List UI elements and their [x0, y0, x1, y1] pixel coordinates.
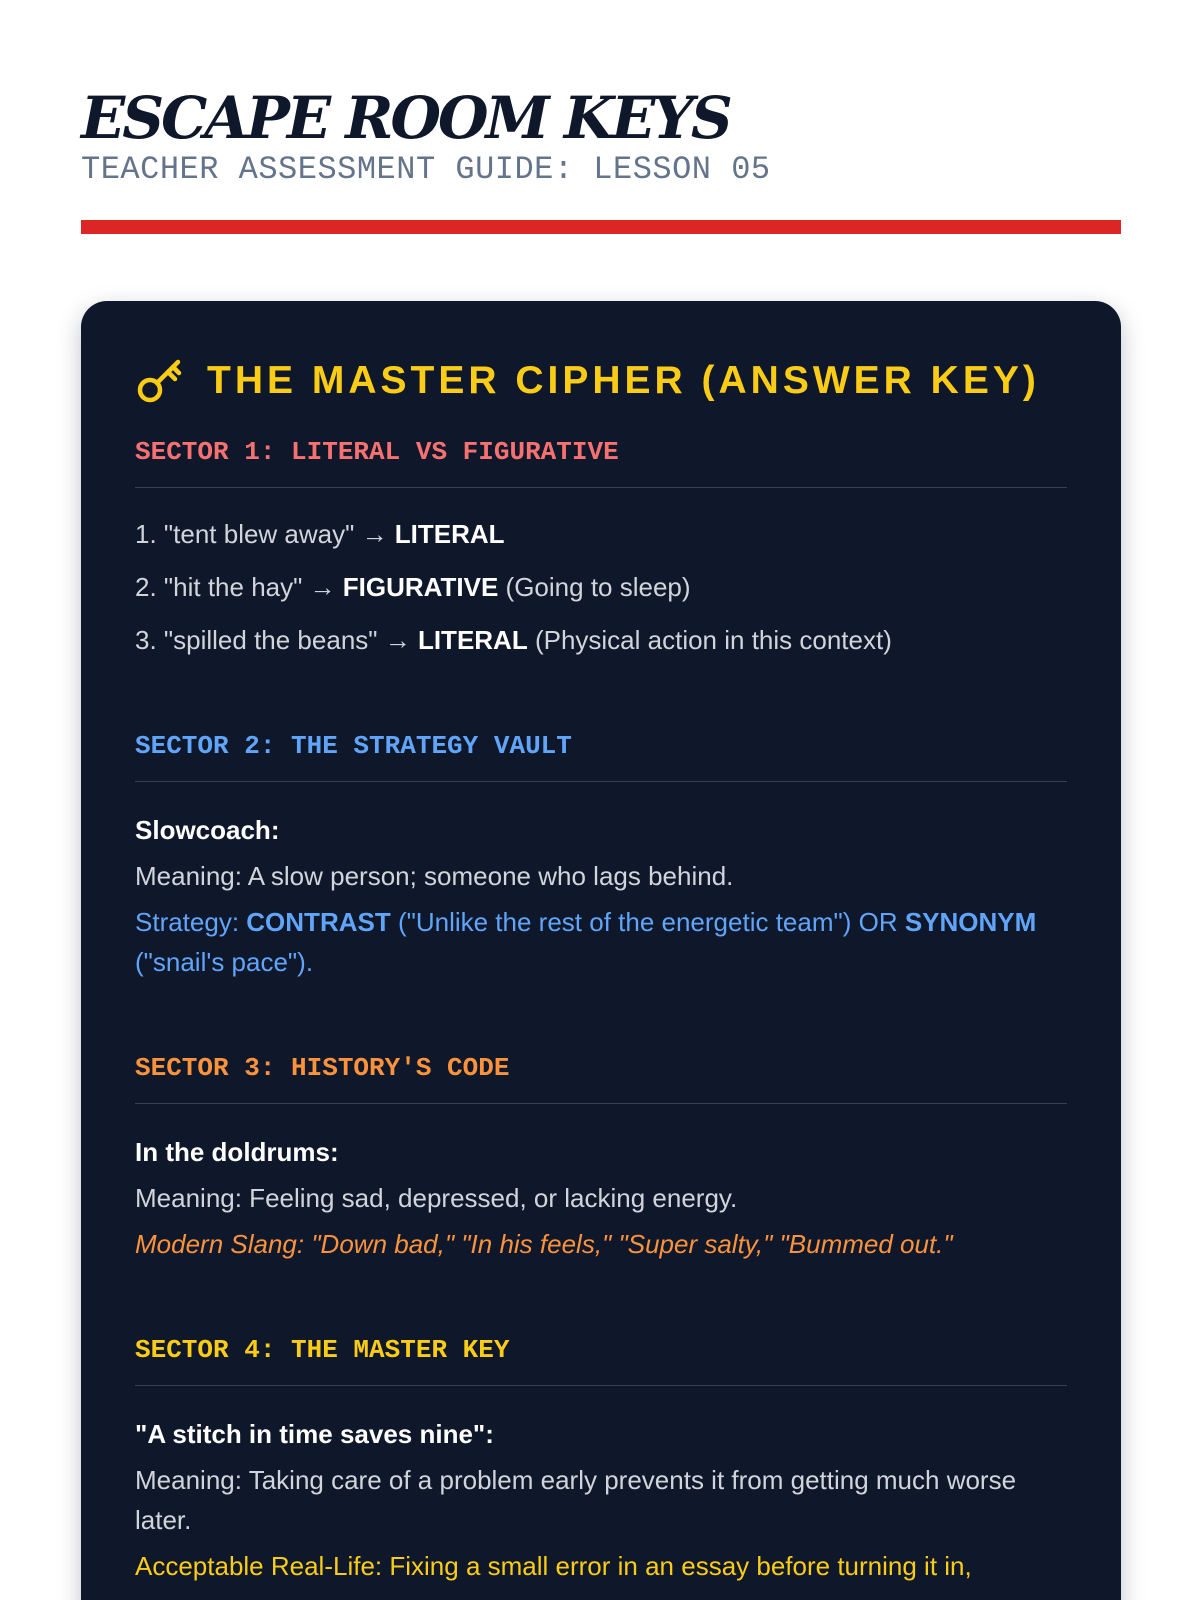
answer-value: LITERAL — [394, 519, 505, 549]
card-title: THE MASTER CIPHER (ANSWER KEY) — [207, 359, 1040, 402]
strategy-text: ("Unlike the rest of the energetic team") OR — [390, 907, 905, 937]
card-header — [135, 356, 1040, 406]
sector-3 — [135, 1053, 1067, 1264]
sector-1-answers — [135, 514, 1067, 660]
answer-key-card — [81, 301, 1121, 1600]
key-icon — [135, 356, 185, 406]
sector-3-slang: Modern Slang: "Down bad," "In his feels," "Super salty," "Bummed out." — [135, 1229, 953, 1259]
answer-item — [135, 514, 1067, 554]
header-divider — [81, 220, 1121, 234]
answer-prompt: 3. "spilled the beans" → — [135, 625, 418, 655]
sector-2-title: SECTOR 2: THE STRATEGY VAULT — [135, 731, 572, 761]
answer-value: LITERAL — [417, 625, 528, 655]
answer-item — [135, 620, 1067, 660]
page-title: ESCAPE ROOM KEYS — [81, 84, 730, 152]
page-header — [81, 86, 1121, 188]
strategy-keyword: SYNONYM — [904, 907, 1037, 937]
strategy-text: ("snail's pace"). — [135, 947, 314, 977]
sector-4 — [135, 1335, 1067, 1586]
answer-prompt: 1. "tent blew away" → — [135, 519, 395, 549]
sector-2-strategy — [135, 902, 1067, 982]
strategy-keyword: CONTRAST — [246, 907, 391, 937]
sector-3-title: SECTOR 3: HISTORY'S CODE — [135, 1053, 510, 1083]
answer-note: (Physical action in this context) — [527, 625, 892, 655]
sector-4-term: "A stitch in time saves nine": — [135, 1419, 494, 1449]
sector-4-real-life: Acceptable Real-Life: Fixing a small error in an essay before turning it in, — [135, 1551, 972, 1581]
sector-2 — [135, 731, 1067, 982]
sector-4-title: SECTOR 4: THE MASTER KEY — [135, 1335, 510, 1365]
sector-3-divider — [135, 1103, 1067, 1104]
sector-2-term: Slowcoach: — [135, 815, 280, 845]
sector-1 — [135, 437, 1067, 673]
sector-1-title: SECTOR 1: LITERAL VS FIGURATIVE — [135, 437, 619, 467]
sector-1-divider — [135, 487, 1067, 488]
sector-2-meaning: Meaning: A slow person; someone who lags behind. — [135, 861, 734, 891]
answer-value: FIGURATIVE — [342, 572, 499, 602]
sector-3-term: In the doldrums: — [135, 1137, 339, 1167]
sector-2-divider — [135, 781, 1067, 782]
sector-3-meaning: Meaning: Feeling sad, depressed, or lacking energy. — [135, 1183, 738, 1213]
sector-4-meaning: Meaning: Taking care of a problem early prevents it from getting much worse later. — [135, 1465, 1017, 1535]
answer-prompt: 2. "hit the hay" → — [135, 572, 343, 602]
page-subtitle: TEACHER ASSESSMENT GUIDE: LESSON 05 — [81, 151, 771, 188]
answer-item — [135, 567, 1067, 607]
answer-note: (Going to sleep) — [498, 572, 691, 602]
sector-4-divider — [135, 1385, 1067, 1386]
strategy-label: Strategy: — [135, 907, 247, 937]
